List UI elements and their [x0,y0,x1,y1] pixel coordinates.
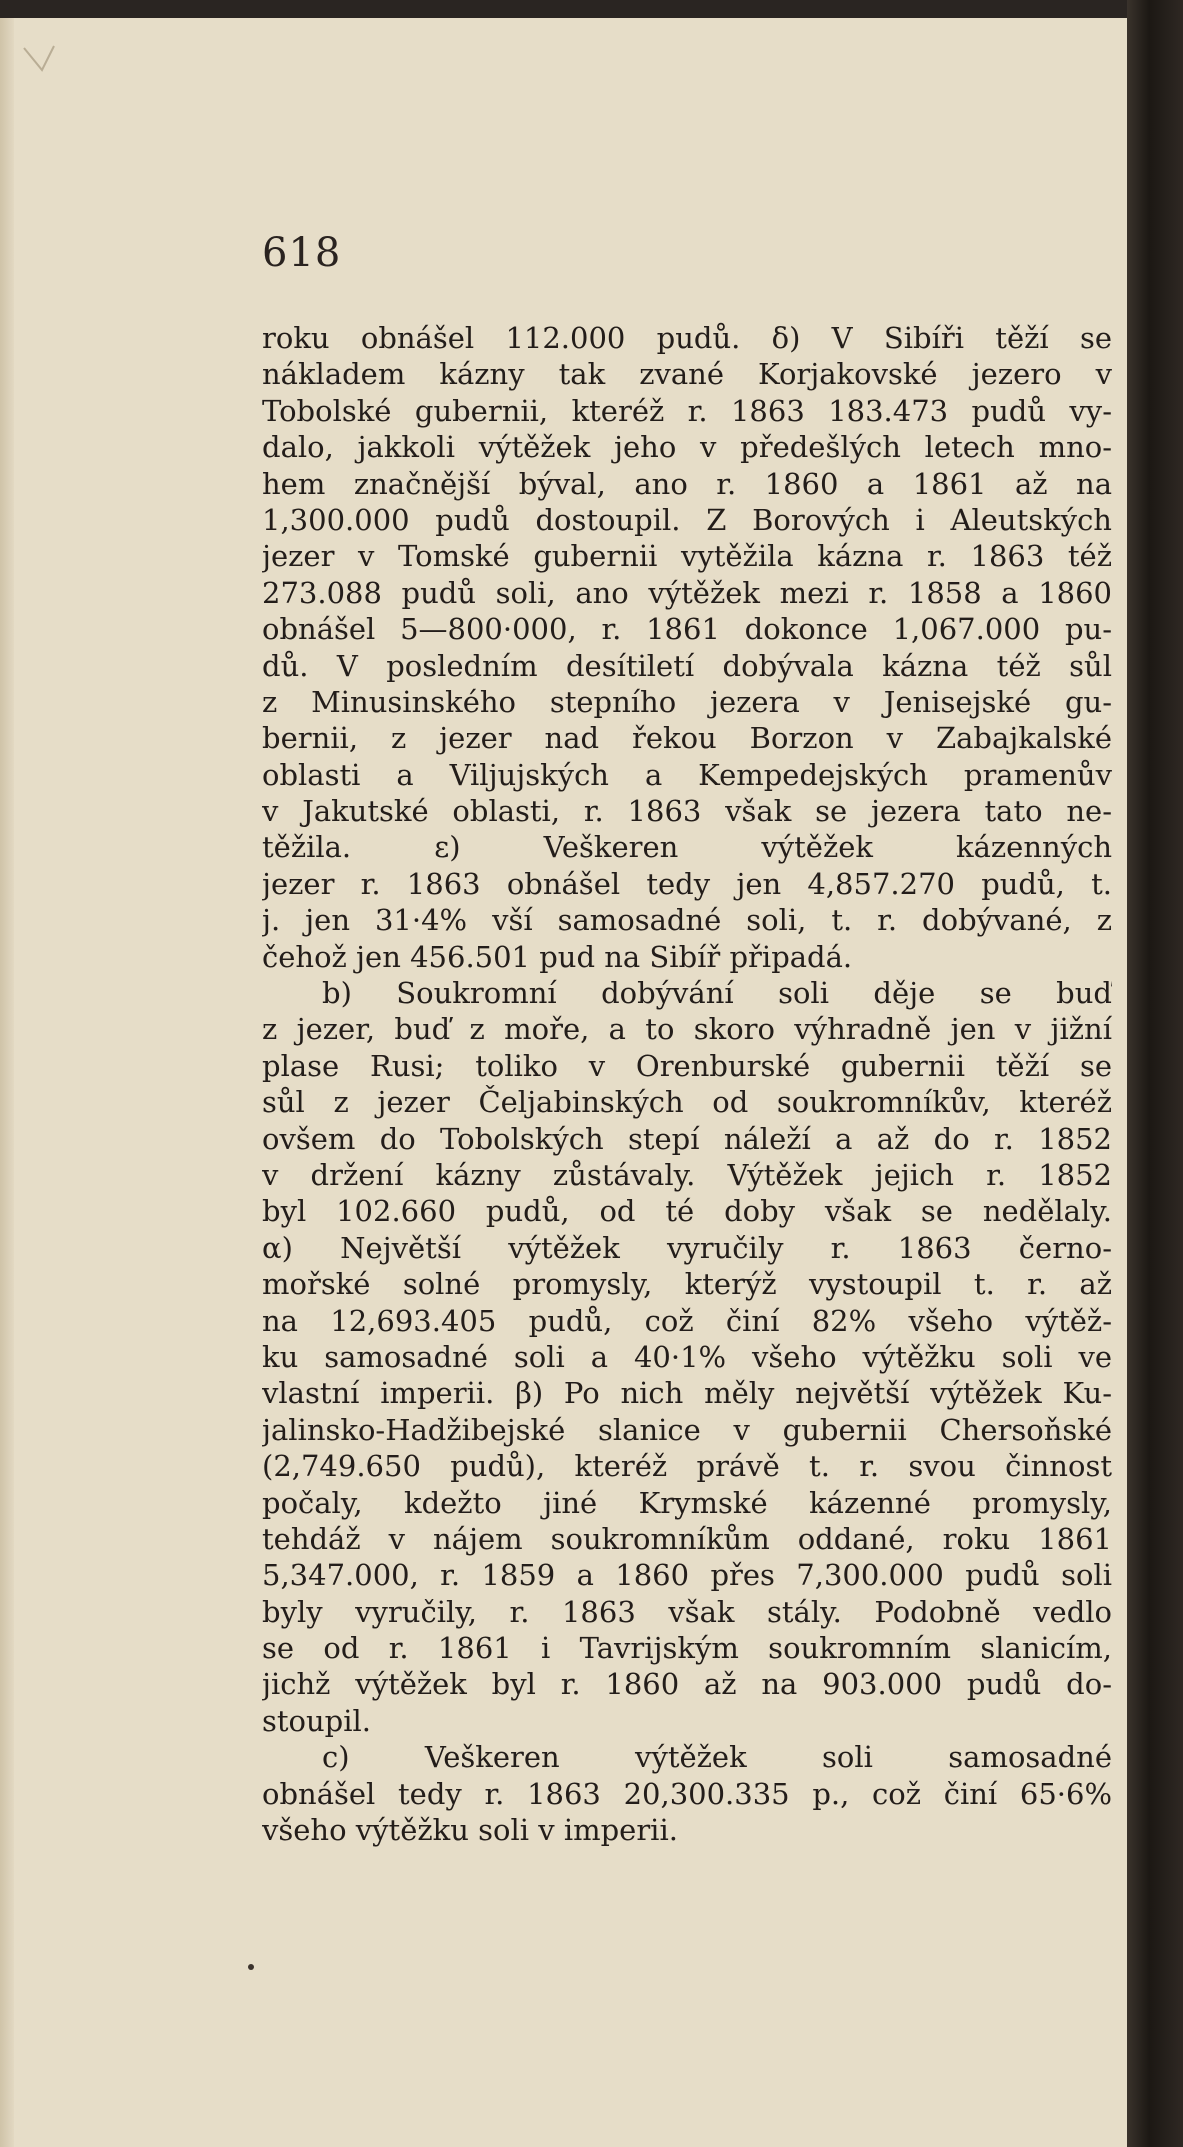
scan-top-shadow [0,0,1183,18]
text-line: v Jakutské oblasti, r. 1863 však se jezera tato ne- [262,794,1112,829]
text-line: dů. V posledním desítiletí dobývala kázna též sůl [262,648,1112,683]
text-line: j. jen 31·4% vší samosadné soli, t. r. dobývané, z [262,903,1112,938]
text-line: plase Rusi; toliko v Orenburské gubernii těží se [262,1048,1112,1083]
text-line: jezer v Tomské gubernii vytěžila kázna r. 1863 též [262,539,1112,574]
text-line: čehož jen 456.501 pud na Sibíř připadá. [262,939,853,974]
corner-fold-mark [20,40,60,80]
text-line: jalinsko-Hadžibejské slanice v gubernii Chersoňské [262,1412,1112,1447]
text-line: těžila. ε) Veškeren výtěžek kázenných [262,830,1112,865]
ink-speck [248,1964,254,1970]
text-line: byly vyručily, r. 1863 však stály. Podobně vedlo [262,1594,1112,1629]
text-line: jichž výtěžek byl r. 1860 až na 903.000 pudů do- [262,1667,1112,1702]
text-line: c) Veškeren výtěžek soli samosadné [322,1740,1112,1775]
text-line: 1,300.000 pudů dostoupil. Z Borových i Aleutských [262,502,1112,537]
text-line: hem značnější býval, ano r. 1860 a 1861 až na [262,466,1112,501]
text-line: nákladem kázny tak zvané Korjakovské jezero v [262,357,1112,392]
text-line: bernii, z jezer nad řekou Borzon v Zabajkalské [262,721,1112,756]
text-line: ku samosadné soli a 40·1% všeho výtěžku soli ve [262,1339,1112,1374]
text-line: oblasti a Viljujských a Kempedejských pramenův [262,757,1112,792]
text-line: na 12,693.405 pudů, což činí 82% všeho výtěž- [262,1303,1112,1338]
text-line: dalo, jakkoli výtěžek jeho v předešlých letech mno- [262,430,1112,465]
text-line: roku obnášel 112.000 pudů. δ) V Sibíři těží se [262,321,1112,355]
text-line: z jezer, buď z moře, a to skoro výhradně jen v jižní [262,1012,1112,1047]
text-line: vlastní imperii. β) Po nich měly největší výtěžek Ku- [262,1376,1112,1411]
text-line: tehdáž v nájem soukromníkům oddané, roku 1861 [262,1521,1112,1556]
body-text [262,320,1112,1848]
text-line: sůl z jezer Čeljabinských od soukromníkův, kteréž [262,1085,1112,1120]
text-line: stoupil. [262,1703,372,1738]
book-spine-shadow [1127,0,1183,2147]
text-line: (2,749.650 pudů), kteréž právě t. r. svou činnost [262,1449,1112,1484]
text-line: obnášel tedy r. 1863 20,300.335 p., což činí 65·6% [262,1776,1112,1811]
text-line: α) Největší výtěžek vyručily r. 1863 černo- [262,1230,1112,1265]
page-left-edge [0,18,14,2147]
text-line: jezer r. 1863 obnášel tedy jen 4,857.270 pudů, t. [262,866,1112,901]
text-line: 5,347.000, r. 1859 a 1860 přes 7,300.000 pudů soli [262,1558,1112,1593]
text-line: b) Soukromní dobývání soli děje se buď [322,976,1112,1011]
page-number: 618 [262,230,342,276]
text-line: 273.088 pudů soli, ano výtěžek mezi r. 1858 a 1860 [262,575,1112,610]
text-line: ovšem do Tobolských stepí náleží a až do r. 1852 [262,1121,1112,1156]
text-line: počaly, kdežto jiné Krymské kázenné promysly, [262,1485,1112,1520]
text-line: byl 102.660 pudů, od té doby však se nedělaly. [262,1194,1112,1229]
text-line: v držení kázny zůstávaly. Výtěžek jejich r. 1852 [262,1157,1112,1192]
text-line: se od r. 1861 i Tavrijským soukromním slanicím, [262,1631,1112,1666]
text-line: Tobolské gubernii, kteréž r. 1863 183.473 pudů vy- [262,393,1112,428]
text-line: z Minusinského stepního jezera v Jenisejské gu- [262,684,1112,719]
text-line: obnášel 5—800·000, r. 1861 dokonce 1,067.000 pu- [262,612,1112,647]
text-line: mořské solné promysly, kterýž vystoupil t. r. až [262,1267,1112,1302]
text-line: všeho výtěžku soli v imperii. [262,1813,678,1848]
